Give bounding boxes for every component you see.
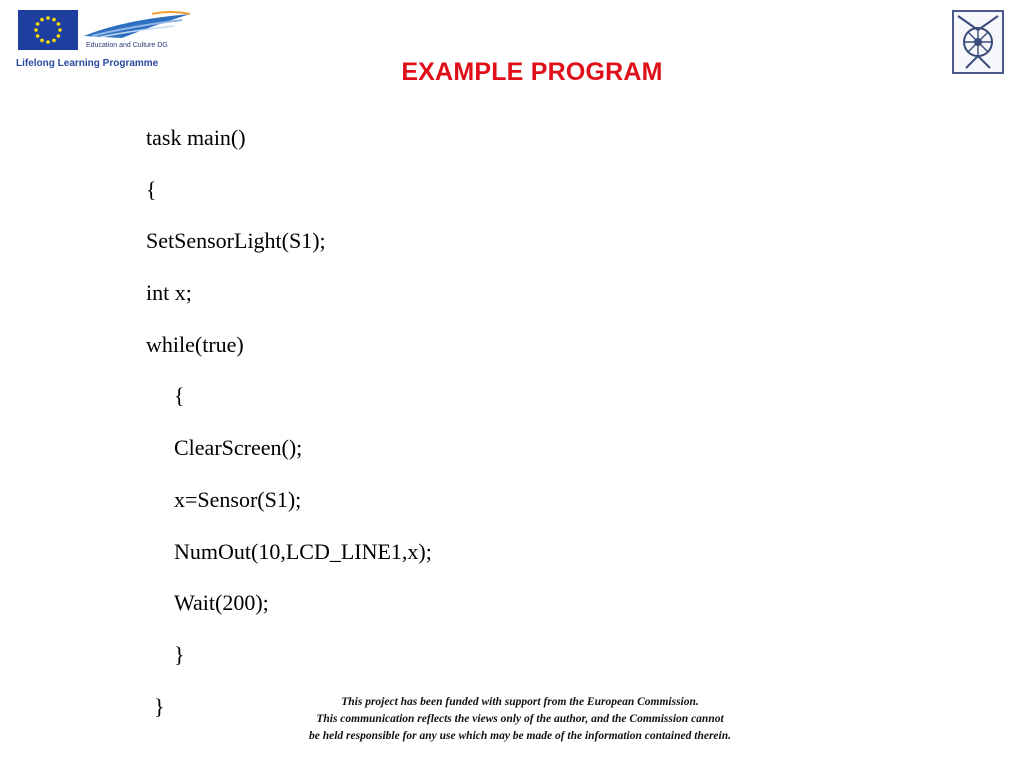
code-line: { <box>146 176 157 202</box>
disclaimer-line: This communication reflects the views only of the author, and the Commission cannot <box>316 713 724 725</box>
code-line: Wait(200); <box>174 590 269 616</box>
eu-flag-icon <box>18 10 78 50</box>
page-title: EXAMPLE PROGRAM <box>401 58 663 86</box>
llp-wing-icon <box>82 10 192 40</box>
code-line: SetSensorLight(S1); <box>146 228 326 254</box>
code-line: x=Sensor(S1); <box>174 486 302 512</box>
code-line: NumOut(10,LCD_LINE1,x); <box>174 538 432 564</box>
eu-disclaimer <box>250 694 790 745</box>
code-line: ClearScreen(); <box>174 435 303 461</box>
code-line: } <box>154 693 165 719</box>
code-line: task main() <box>146 125 246 150</box>
disclaimer-line: This project has been funded with support from the European Commission. <box>341 696 699 708</box>
code-line: { <box>174 383 185 409</box>
code-line: } <box>174 641 185 667</box>
disclaimer-line: be held responsible for any use which may be made of the information contained therein. <box>309 730 731 742</box>
code-line: while(true) <box>146 331 244 357</box>
lifelong-learning-label: Lifelong Learning Programme <box>16 58 159 69</box>
code-line: int x; <box>146 280 192 306</box>
education-culture-label: Education and Culture DG <box>86 42 168 49</box>
code-listing <box>146 120 432 740</box>
